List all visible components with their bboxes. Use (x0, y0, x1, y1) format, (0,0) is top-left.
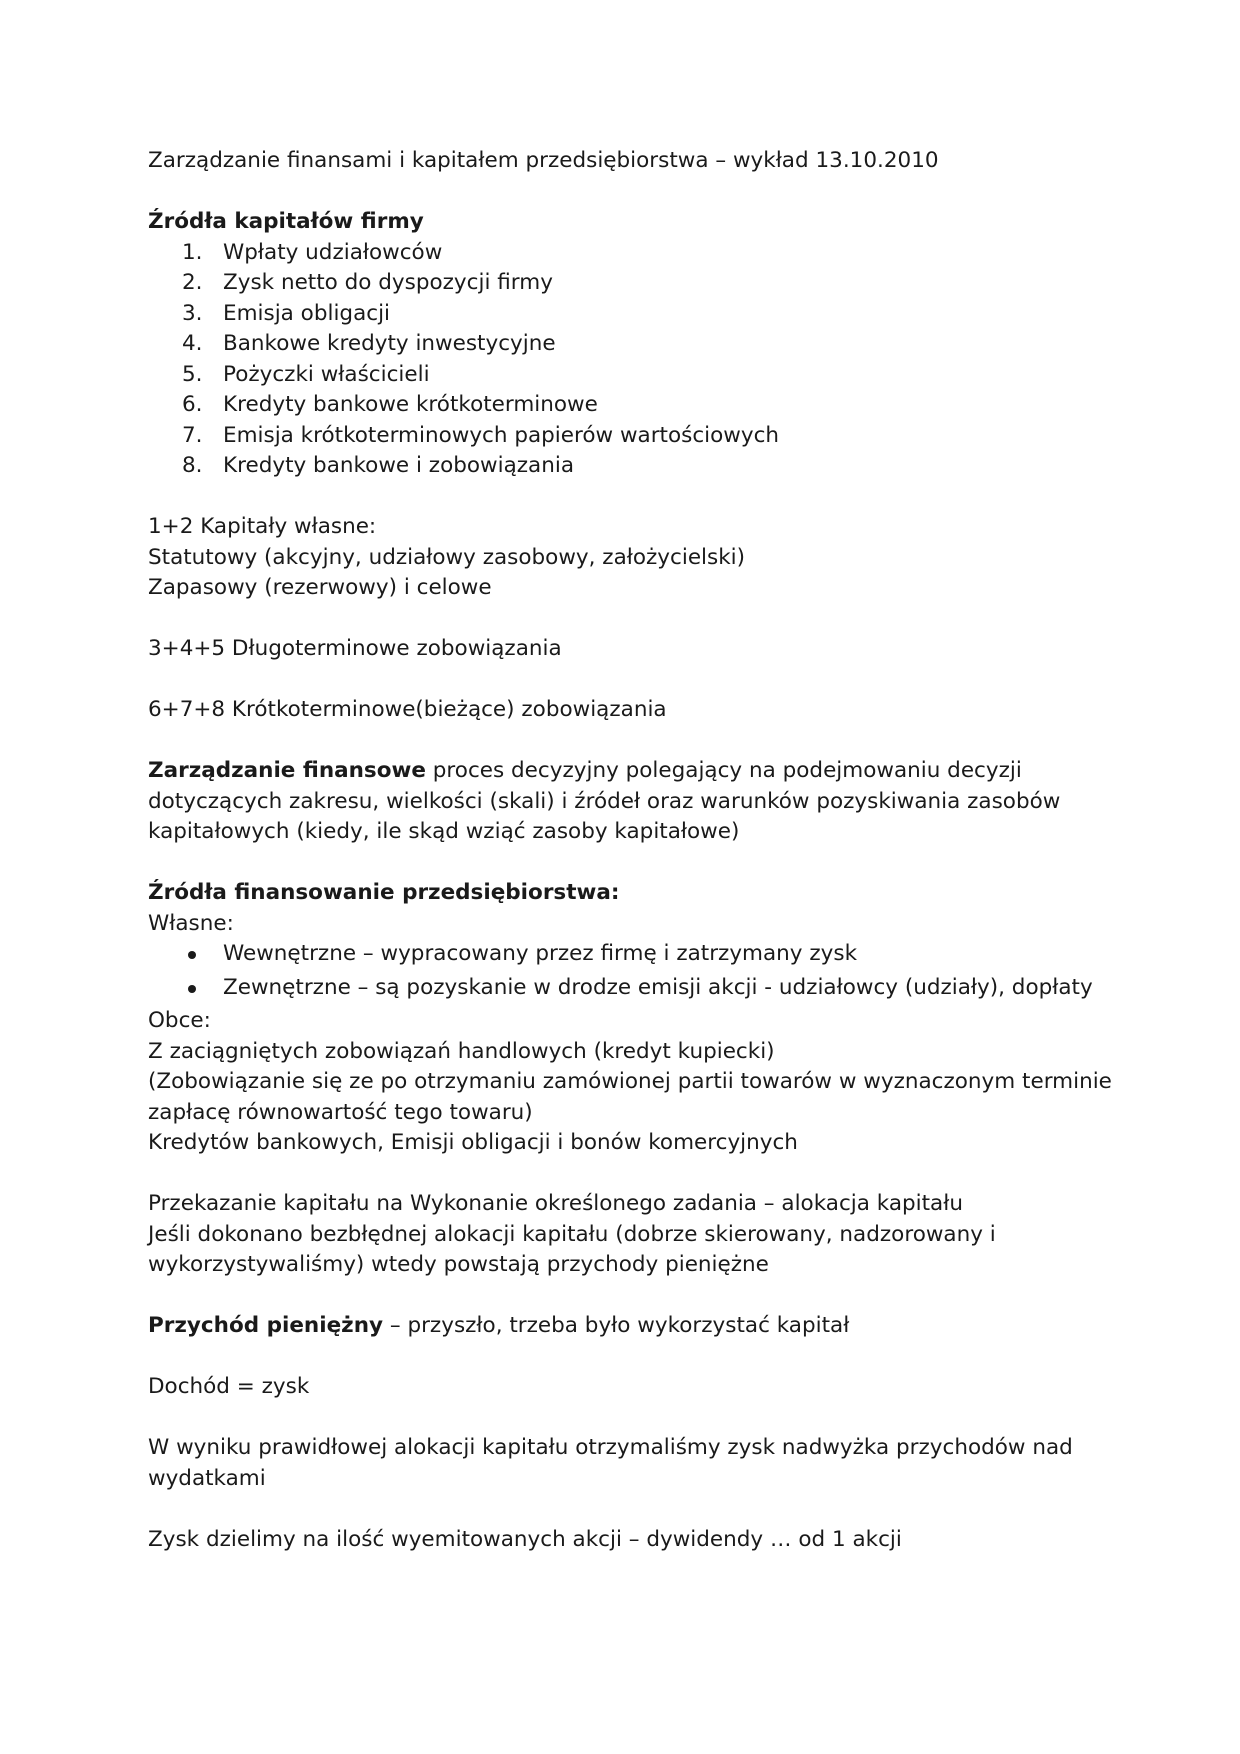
bullet-icon (188, 951, 196, 959)
cash-income-term: Przychód pieniężny (148, 1313, 384, 1338)
financial-management-paragraph (148, 756, 1120, 848)
profit-paragraph: W wyniku prawidłowej alokacji kapitału otrzymaliśmy zysk nadwyżka przychodów nad wydatkami (148, 1435, 1073, 1491)
capital-sources-list (148, 238, 1120, 482)
list-item: 3. Emisja obligacji (182, 300, 391, 326)
list-item: 5. Pożyczki właścicieli (182, 361, 430, 387)
cash-income-definition: – przyszło, trzeba było wykorzystać kapitał (383, 1313, 850, 1338)
list-item: 1. Wpłaty udziałowców (182, 239, 443, 265)
list-item: 4. Bankowe kredyty inwestycyjne (182, 331, 556, 356)
own-sources-label: Własne: (148, 910, 234, 936)
dividend-paragraph: Zysk dzielimy na ilość wyemitowanych akcji – dywidendy … od 1 akcji (148, 1526, 902, 1552)
list-item: 6. Kredyty bankowe krótkoterminowe (182, 392, 598, 417)
foreign-source-line: (Zobowiązanie się ze po otrzymaniu zamówionej partii towarów w wyznaczonym terminie zapłacę równowartość tego towaru) (148, 1069, 1112, 1125)
section-heading-financing-sources: Źródła finansowanie przedsiębiorstwa: (148, 880, 620, 905)
income-equation: Dochód = zysk (148, 1374, 310, 1399)
own-sources-list (148, 939, 1120, 1003)
foreign-source-line: Kredytów bankowych, Emisji obligacji i bonów komercyjnych (148, 1130, 798, 1155)
list-item: Wewnętrzne – wypracowany przez firmę i zatrzymany zysk (148, 939, 1120, 970)
section-heading-capital-sources: Źródła kapitałów firmy (148, 209, 424, 234)
list-item: 7. Emisja krótkoterminowych papierów wartościowych (182, 422, 780, 448)
bullet-icon (188, 985, 196, 993)
list-item: 2. Zysk netto do dyspozycji firmy (182, 270, 553, 295)
allocation-line: Jeśli dokonano bezbłędnej alokacji kapitału (dobrze skierowany, nadzorowany i wykorzystywaliśmy) wtedy powstają przychody pieniężne (148, 1221, 996, 1277)
short-term-liabilities: 6+7+8 Krótkoterminowe(bieżące) zobowiązania (148, 697, 667, 722)
list-item: Zewnętrzne – są pozyskanie w drodze emisji akcji - udziałowcy (udziały), dopłaty (148, 973, 1120, 1004)
financial-management-definition: proces decyzyjny polegający na podejmowaniu decyzji dotyczących zakresu, wielkości (skali) i źródeł oraz warunków pozyskiwania zasobów kapitałowych (kiedy, ile skąd wziąć zasoby kapitałowe) (148, 758, 1061, 844)
allocation-line: Przekazanie kapitału na Wykonanie określonego zadania – alokacja kapitału (148, 1191, 963, 1216)
foreign-sources-label: Obce: (148, 1008, 211, 1033)
cash-income-paragraph (148, 1311, 1120, 1342)
foreign-source-line: Z zaciągniętych zobowiązań handlowych (kredyt kupiecki) (148, 1038, 775, 1064)
financial-management-term: Zarządzanie finansowe (148, 758, 426, 783)
long-term-liabilities: 3+4+5 Długoterminowe zobowiązania (148, 636, 562, 661)
document-title: Zarządzanie finansami i kapitałem przedsiębiorstwa – wykład 13.10.2010 (148, 148, 939, 173)
own-capital-label: 1+2 Kapitały własne: (148, 514, 377, 539)
own-capital-statutory: Statutowy (akcyjny, udziałowy zasobowy, założycielski) (148, 544, 746, 570)
own-capital-reserve: Zapasowy (rezerwowy) i celowe (148, 575, 492, 600)
list-item: 8. Kredyty bankowe i zobowiązania (182, 453, 575, 478)
